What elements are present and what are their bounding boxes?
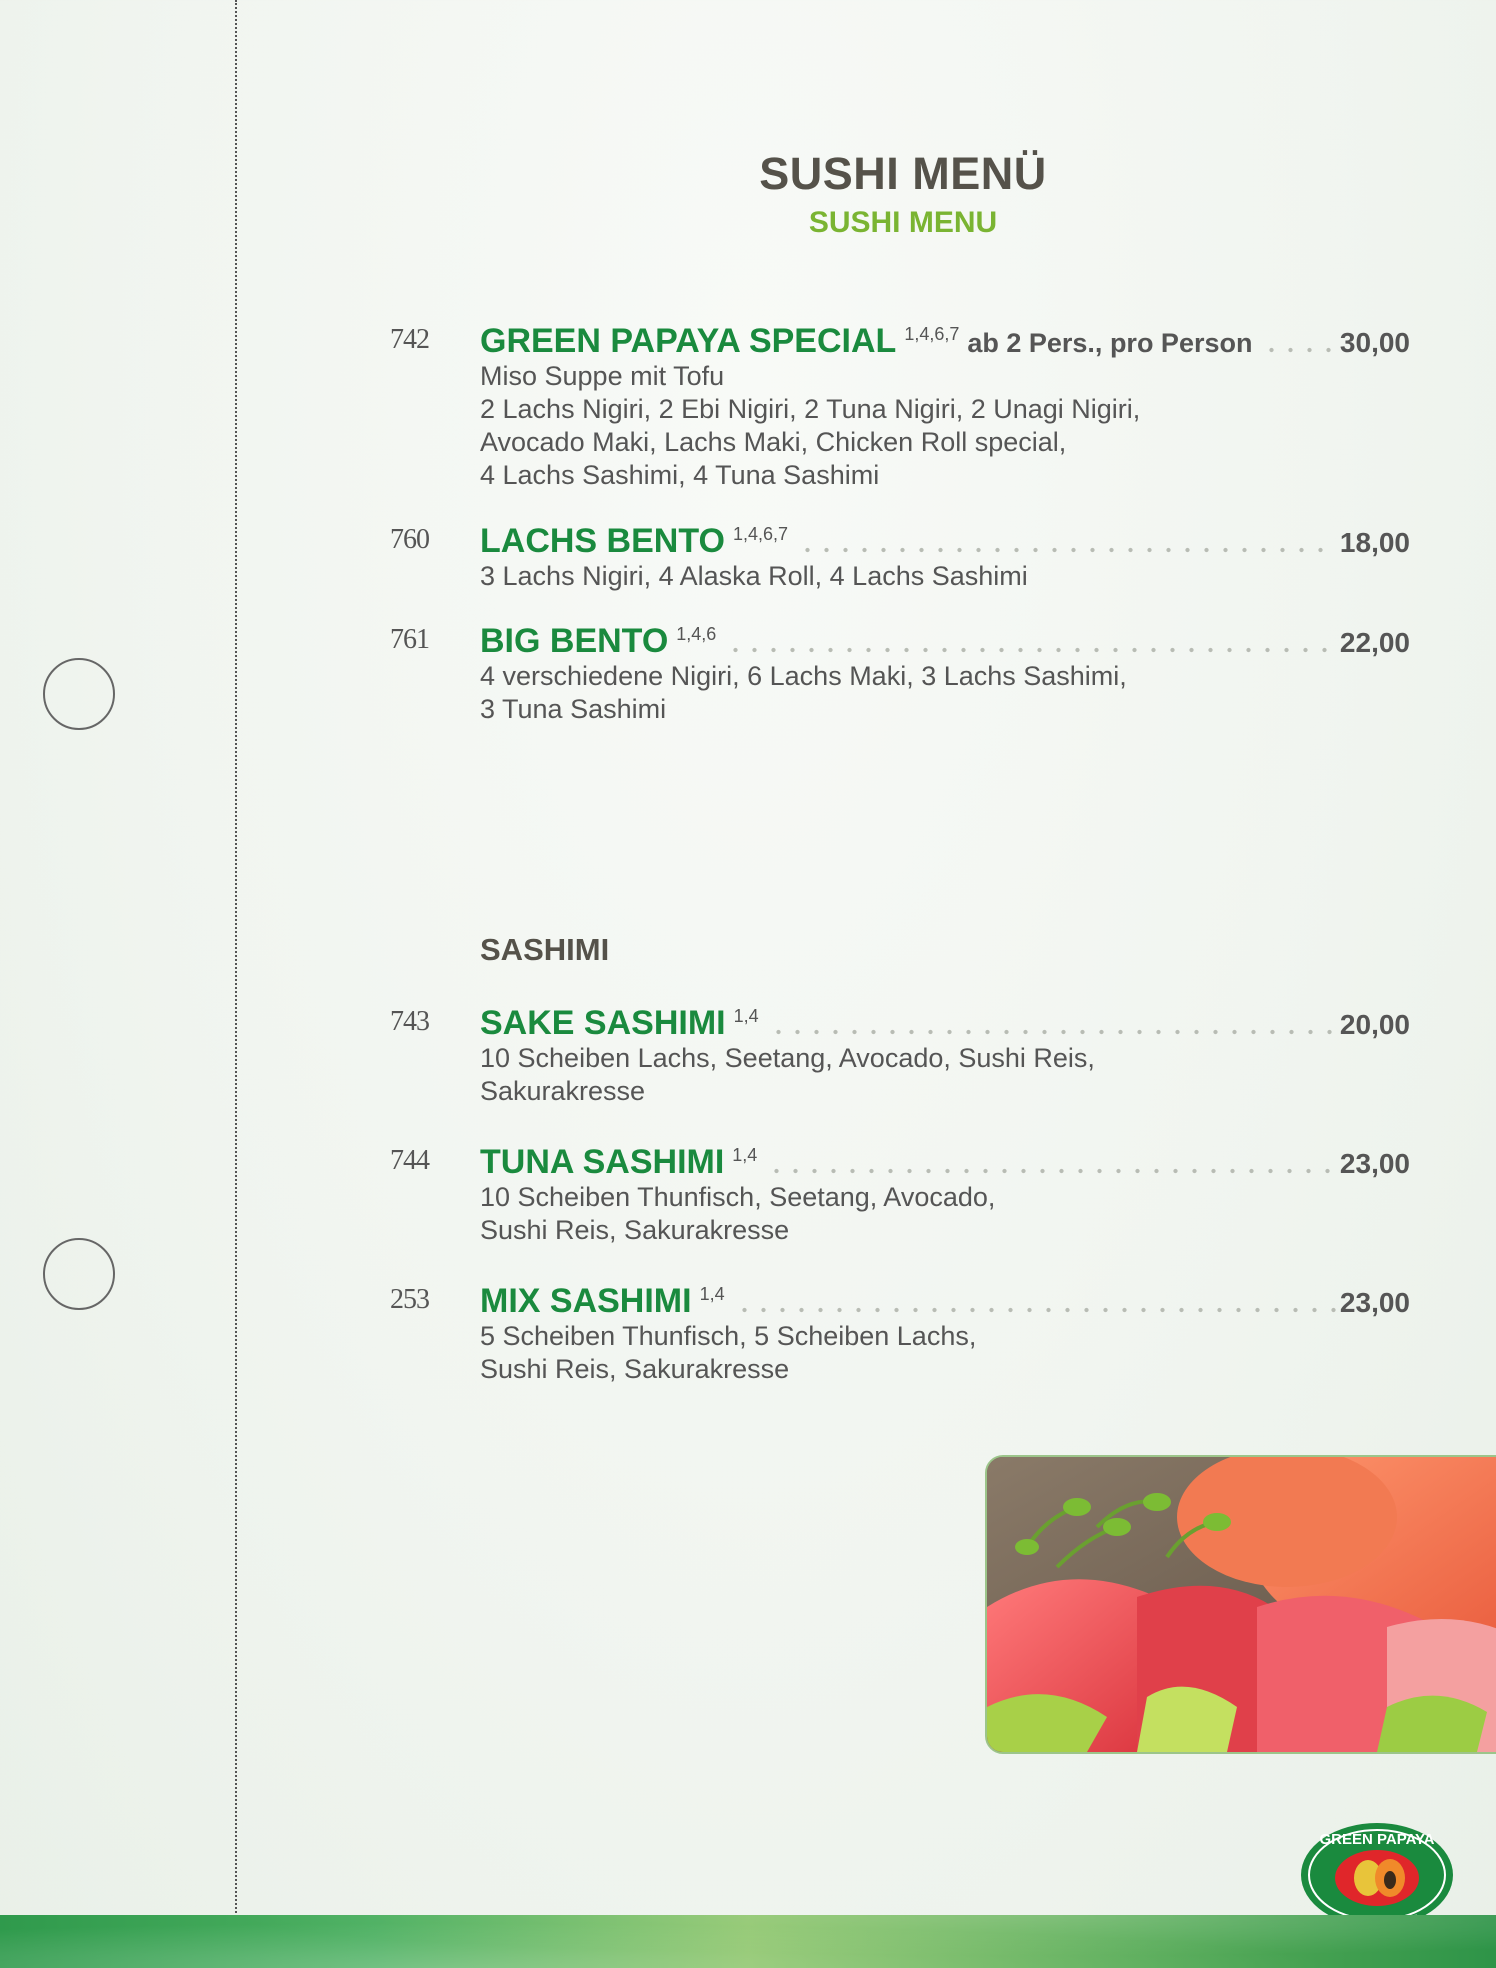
item-header — [480, 1282, 1410, 1322]
item-allergens: 1,4 — [732, 1145, 758, 1165]
binding-dotted-line — [235, 0, 237, 1968]
dot-leader — [726, 646, 1336, 654]
papaya-logo-icon — [1298, 1820, 1456, 1930]
description-line: 3 Lachs Nigiri, 4 Alaska Roll, 4 Lachs Sashimi — [480, 561, 1028, 591]
item-name: BIG BENTO — [480, 622, 669, 660]
dot-leader — [767, 1167, 1336, 1175]
item-name: SAKE SASHIMI — [480, 1004, 726, 1042]
item-description — [480, 360, 1300, 492]
item-number: 742 — [390, 324, 429, 355]
description-line: Sakurakresse — [480, 1076, 646, 1106]
item-price: 20,00 — [1339, 1009, 1410, 1040]
item-description — [480, 1042, 1300, 1108]
item-header — [480, 622, 1410, 662]
item-number: 761 — [390, 624, 429, 655]
item-number: 253 — [390, 1284, 429, 1315]
item-name: MIX SASHIMI — [480, 1282, 692, 1320]
item-price: 18,00 — [1339, 527, 1410, 558]
description-line: 4 verschiedene Nigiri, 6 Lachs Maki, 3 Lachs Sashimi, — [480, 661, 1127, 691]
punch-hole-icon — [43, 658, 115, 730]
item-price: 30,00 — [1339, 327, 1410, 358]
item-number: 743 — [390, 1006, 429, 1037]
item-name: GREEN PAPAYA SPECIAL — [480, 322, 897, 360]
item-header — [480, 522, 1410, 562]
item-price: 22,00 — [1339, 627, 1410, 658]
dot-leader — [1262, 346, 1335, 354]
page-title: SUSHI MENÜ — [759, 148, 1047, 199]
description-line: 4 Lachs Sashimi, 4 Tuna Sashimi — [480, 460, 880, 490]
sashimi-photo — [985, 1455, 1496, 1754]
item-description — [480, 1181, 1300, 1247]
description-line: Sushi Reis, Sakurakresse — [480, 1215, 790, 1245]
item-price: 23,00 — [1339, 1287, 1410, 1318]
page-subtitle: SUSHI MENU — [808, 206, 998, 239]
dot-leader — [769, 1028, 1336, 1036]
item-note: ab 2 Pers., pro Person — [967, 328, 1253, 358]
item-number: 744 — [390, 1145, 429, 1176]
item-description — [480, 560, 1300, 593]
item-header — [480, 1004, 1410, 1044]
item-price: 23,00 — [1339, 1148, 1410, 1179]
item-allergens: 1,4 — [699, 1284, 725, 1304]
description-line: Sushi Reis, Sakurakresse — [480, 1354, 790, 1384]
footer-band — [0, 1915, 1496, 1968]
item-description — [480, 1320, 1300, 1386]
description-line: Miso Suppe mit Tofu — [480, 361, 725, 391]
item-description — [480, 660, 1300, 726]
item-name: LACHS BENTO — [480, 522, 725, 560]
description-line: 5 Scheiben Thunfisch, 5 Scheiben Lachs, — [480, 1321, 977, 1351]
item-header — [480, 322, 1410, 362]
item-allergens: 1,4,6,7 — [732, 524, 788, 544]
dot-leader — [735, 1306, 1336, 1314]
item-allergens: 1,4 — [733, 1006, 759, 1026]
dot-leader — [798, 546, 1336, 554]
item-number: 760 — [390, 524, 429, 555]
item-allergens: 1,4,6,7 — [904, 324, 960, 344]
description-line: 3 Tuna Sashimi — [480, 694, 667, 724]
description-line: 10 Scheiben Lachs, Seetang, Avocado, Sushi Reis, — [480, 1043, 1095, 1073]
item-header — [480, 1143, 1410, 1183]
description-line: 10 Scheiben Thunfisch, Seetang, Avocado, — [480, 1182, 996, 1212]
item-name: TUNA SASHIMI — [480, 1143, 725, 1181]
description-line: Avocado Maki, Lachs Maki, Chicken Roll special, — [480, 427, 1067, 457]
punch-hole-icon — [43, 1238, 115, 1310]
logo-name: GREEN PAPAYA — [1319, 1831, 1435, 1848]
section-title: SASHIMI — [480, 932, 610, 967]
item-allergens: 1,4,6 — [676, 624, 717, 644]
description-line: 2 Lachs Nigiri, 2 Ebi Nigiri, 2 Tuna Nigiri, 2 Unagi Nigiri, — [480, 394, 1141, 424]
